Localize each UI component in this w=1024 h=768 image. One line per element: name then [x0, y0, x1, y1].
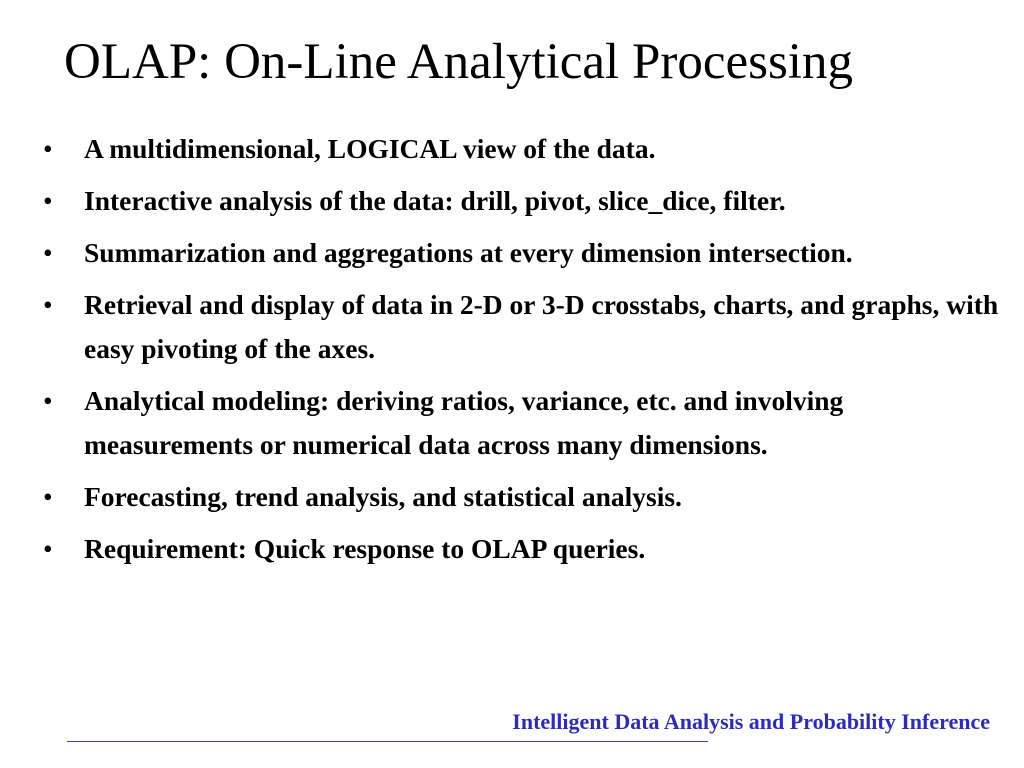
bullet-icon: •	[43, 185, 53, 216]
bullet-item	[43, 179, 1003, 223]
bullet-icon: •	[43, 481, 53, 512]
bullet-text: Forecasting, trend analysis, and statistical analysis.	[84, 481, 682, 512]
bullet-item	[43, 283, 1003, 371]
bullet-text: Requirement: Quick response to OLAP queries.	[84, 533, 646, 564]
slide-title: OLAP: On-Line Analytical Processing	[64, 34, 853, 90]
bullet-text: Retrieval and display of data in 2-D or 3-D crosstabs, charts, and graphs, with easy pivoting of the axes.	[84, 289, 999, 364]
bullet-item	[43, 527, 1003, 571]
bullet-icon: •	[43, 133, 53, 164]
bullet-item	[43, 127, 1003, 171]
bullet-icon: •	[43, 237, 53, 268]
bullet-text: Analytical modeling: deriving ratios, variance, etc. and involving measurements or numerical data across many dimensions.	[84, 385, 844, 460]
bullet-icon: •	[43, 385, 53, 416]
bullet-icon: •	[43, 533, 53, 564]
bullet-text: A multidimensional, LOGICAL view of the data.	[84, 133, 656, 164]
bullet-list	[43, 127, 1003, 579]
bullet-icon: •	[43, 289, 53, 320]
bullet-text: Interactive analysis of the data: drill, pivot, slice_dice, filter.	[84, 185, 786, 216]
bullet-item	[43, 231, 1003, 275]
bullet-text: Summarization and aggregations at every dimension intersection.	[84, 237, 853, 268]
footer-text: Intelligent Data Analysis and Probability Inference	[512, 709, 990, 734]
bullet-item	[43, 379, 1003, 467]
bullet-item	[43, 475, 1003, 519]
footer-divider	[67, 741, 708, 742]
